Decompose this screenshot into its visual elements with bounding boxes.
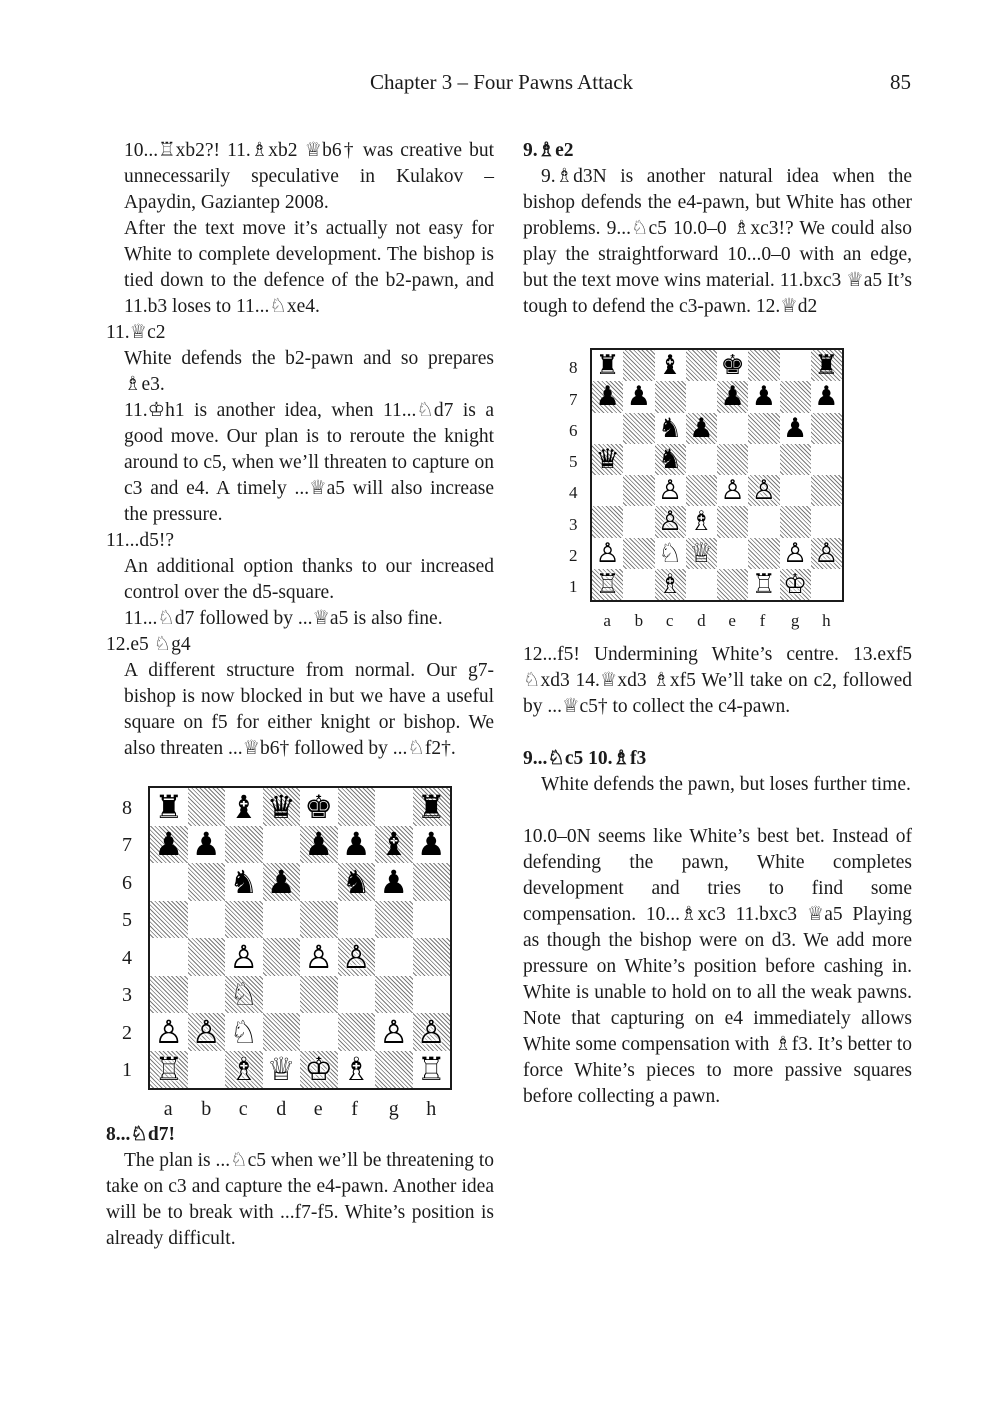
square-f1 — [338, 1051, 376, 1089]
chess-piece-icon: ♙ — [783, 537, 808, 569]
rank-label: 3 — [122, 984, 132, 1007]
rank-label: 5 — [569, 452, 578, 472]
rank-label: 4 — [122, 946, 132, 969]
file-label: d — [276, 1098, 287, 1120]
square-d8 — [686, 350, 717, 381]
square-f8 — [338, 788, 376, 826]
square-g2 — [375, 1013, 413, 1051]
square-f4 — [338, 938, 376, 976]
paragraph: An additional option thanks to our increased control over the d5-square. — [124, 556, 494, 603]
move-heading: 11.♕c2 — [106, 322, 166, 343]
square-h2 — [811, 538, 842, 569]
rank-label: 2 — [569, 545, 578, 565]
square-e5 — [717, 444, 748, 475]
chess-piece-icon: ♙ — [720, 475, 745, 507]
square-a8 — [150, 788, 188, 826]
left-column — [106, 138, 494, 1252]
chess-piece-icon: ♔ — [783, 568, 808, 600]
square-h8 — [413, 788, 451, 826]
rank-label: 2 — [122, 1021, 132, 1044]
chess-piece-icon: ♟ — [689, 412, 714, 444]
square-g7 — [375, 826, 413, 864]
chess-piece-icon: ♙ — [658, 506, 683, 538]
square-h6 — [413, 863, 451, 901]
square-a1 — [150, 1051, 188, 1089]
square-h3 — [413, 976, 451, 1014]
square-a6 — [592, 413, 623, 444]
paragraph: A different structure from normal. Our g7-bishop is now blocked in but we have a useful square on f5 for either knight or bishop. We also threaten ...♕b6† followed by ...♘f2†. — [124, 660, 494, 759]
chess-piece-icon: ♟ — [626, 381, 651, 413]
chess-piece-icon: ♖ — [751, 568, 776, 600]
square-a2 — [592, 538, 623, 569]
paragraph: 9.♗d3N is another natural idea when the bishop defends the e4-pawn, but White has other problems. 9...♘c5 10.0–0 ♗xc3!? We could also play the straightforward 10...0–0 with an edge, but the text move wins material. 11.bxc3 ♕a5 It’s tough to defend the c3-pawn. 12.♕d2 — [523, 166, 912, 317]
square-c1 — [655, 569, 686, 600]
square-e6 — [717, 413, 748, 444]
square-b8 — [188, 788, 226, 826]
square-f2 — [338, 1013, 376, 1051]
rank-label: 5 — [122, 909, 132, 932]
square-c3 — [225, 976, 263, 1014]
square-g5 — [375, 901, 413, 939]
chess-piece-icon: ♕ — [266, 1050, 296, 1089]
file-label: e — [728, 611, 736, 630]
file-label: a — [603, 611, 611, 630]
rank-label: 1 — [569, 577, 578, 597]
left-column-after-diagram — [106, 1122, 494, 1252]
square-c4 — [655, 475, 686, 506]
paragraph: 10.0–0N seems like White’s best bet. Instead of defending the pawn, White completes development and tries to find some compensation. 10...♗xc3 11.bxc3 ♕a5 Playing as though the bishop were on d3. We add more pressure on White’s position before cashing in. White is unable to hold on to all the weak pawns. Note that capturing on e4 immediately allows White some compensation with ♗f3. It’s better to force White’s pieces to more passive squares before collecting a pawn. — [523, 826, 912, 1107]
square-f3 — [338, 976, 376, 1014]
chess-piece-icon: ♘ — [229, 1012, 259, 1051]
move-heading: 8...♘d7! — [106, 1124, 175, 1145]
square-f6 — [748, 413, 779, 444]
right-column-after-diagram — [523, 642, 912, 1110]
square-e8 — [300, 788, 338, 826]
chess-piece-icon: ♙ — [341, 937, 371, 976]
square-d7 — [263, 826, 301, 864]
square-d3 — [263, 976, 301, 1014]
file-label: g — [790, 611, 800, 630]
left-column-text — [106, 138, 494, 762]
square-g2 — [780, 538, 811, 569]
rank-label: 8 — [569, 358, 578, 378]
chess-piece-icon: ♙ — [154, 1012, 184, 1051]
chess-piece-icon: ♜ — [154, 787, 184, 826]
square-c5 — [225, 901, 263, 939]
chess-piece-icon: ♙ — [751, 475, 776, 507]
square-h1 — [811, 569, 842, 600]
square-d2 — [686, 538, 717, 569]
square-d6 — [686, 413, 717, 444]
square-a5 — [150, 901, 188, 939]
square-g4 — [780, 475, 811, 506]
square-d1 — [686, 569, 717, 600]
square-c5 — [655, 444, 686, 475]
move-heading: 9.♗e2 — [523, 140, 574, 161]
chess-piece-icon: ♙ — [814, 537, 839, 569]
square-c6 — [655, 413, 686, 444]
chess-piece-icon: ♖ — [595, 568, 620, 600]
chess-piece-icon: ♟ — [379, 862, 409, 901]
file-label: f — [759, 611, 766, 630]
square-b6 — [623, 413, 654, 444]
chess-piece-icon: ♙ — [416, 1012, 446, 1051]
chess-piece-icon: ♛ — [595, 443, 620, 475]
square-g6 — [375, 863, 413, 901]
square-d3 — [686, 506, 717, 537]
square-a2 — [150, 1013, 188, 1051]
chess-piece-icon: ♗ — [341, 1050, 371, 1089]
chess-piece-icon: ♗ — [689, 506, 714, 538]
square-d8 — [263, 788, 301, 826]
rank-label: 4 — [569, 483, 578, 503]
move-heading: 11...d5!? — [106, 530, 175, 551]
chess-piece-icon: ♔ — [304, 1050, 334, 1089]
chess-piece-icon: ♟ — [191, 825, 221, 864]
chess-piece-icon: ♞ — [229, 862, 259, 901]
right-column-text — [523, 138, 912, 320]
paragraph: White defends the pawn, but loses further time. — [541, 774, 911, 795]
square-f6 — [338, 863, 376, 901]
square-g5 — [780, 444, 811, 475]
chess-piece-icon: ♖ — [154, 1050, 184, 1089]
page-number: 85 — [890, 70, 911, 94]
chess-piece-icon: ♚ — [304, 787, 334, 826]
move-heading: 12.e5 ♘g4 — [106, 634, 191, 655]
square-e3 — [300, 976, 338, 1014]
square-h7 — [811, 381, 842, 412]
square-b5 — [188, 901, 226, 939]
paragraph: 11...♘d7 followed by ...♕a5 is also fine. — [124, 608, 443, 629]
small-diagram — [523, 320, 912, 642]
square-b7 — [623, 381, 654, 412]
chess-piece-icon: ♜ — [416, 787, 446, 826]
square-a1 — [592, 569, 623, 600]
square-f4 — [748, 475, 779, 506]
square-a6 — [150, 863, 188, 901]
square-c2 — [225, 1013, 263, 1051]
square-f3 — [748, 506, 779, 537]
chess-piece-icon: ♝ — [229, 787, 259, 826]
square-a3 — [592, 506, 623, 537]
square-a5 — [592, 444, 623, 475]
chess-piece-icon: ♜ — [595, 350, 620, 382]
file-label: g — [388, 1098, 399, 1120]
file-label: h — [822, 611, 831, 630]
chess-piece-icon: ♙ — [191, 1012, 221, 1051]
square-d5 — [686, 444, 717, 475]
paragraph: 10...♖xb2?! 11.♗xb2 ♕b6† was creative but unnecessarily speculative in Kulakov – Apaydin, Gaziantep 2008. — [124, 140, 494, 213]
running-header — [0, 70, 1000, 100]
file-label: b — [201, 1098, 212, 1120]
chess-piece-icon: ♛ — [266, 787, 296, 826]
square-b4 — [188, 938, 226, 976]
chess-piece-icon: ♘ — [229, 975, 259, 1014]
square-b7 — [188, 826, 226, 864]
file-label: b — [634, 611, 644, 630]
rank-label: 3 — [569, 514, 578, 534]
chess-piece-icon: ♗ — [658, 568, 683, 600]
square-d6 — [263, 863, 301, 901]
square-g4 — [375, 938, 413, 976]
square-f5 — [338, 901, 376, 939]
square-b3 — [623, 506, 654, 537]
square-e8 — [717, 350, 748, 381]
square-h4 — [811, 475, 842, 506]
square-g3 — [780, 506, 811, 537]
chess-piece-icon: ♟ — [266, 862, 296, 901]
square-b1 — [623, 569, 654, 600]
square-g1 — [780, 569, 811, 600]
chess-piece-icon: ♙ — [379, 1012, 409, 1051]
chess-piece-icon: ♝ — [379, 825, 409, 864]
square-c3 — [655, 506, 686, 537]
square-h4 — [413, 938, 451, 976]
square-h2 — [413, 1013, 451, 1051]
right-column — [523, 138, 912, 1110]
square-e4 — [300, 938, 338, 976]
square-f7 — [338, 826, 376, 864]
square-c6 — [225, 863, 263, 901]
square-b6 — [188, 863, 226, 901]
square-e6 — [300, 863, 338, 901]
square-e4 — [717, 475, 748, 506]
chess-piece-icon: ♟ — [720, 381, 745, 413]
square-h3 — [811, 506, 842, 537]
rank-label: 1 — [122, 1059, 132, 1082]
square-e3 — [717, 506, 748, 537]
square-a8 — [592, 350, 623, 381]
chess-piece-icon: ♜ — [814, 350, 839, 382]
move-heading: 9...♘c5 10.♗f3 — [523, 748, 647, 769]
chapter-title: Chapter 3 – Four Pawns Attack — [370, 70, 634, 94]
square-a4 — [150, 938, 188, 976]
chess-piece-icon: ♟ — [751, 381, 776, 413]
square-b4 — [623, 475, 654, 506]
chess-piece-icon: ♟ — [304, 825, 334, 864]
file-label: e — [313, 1098, 323, 1120]
square-g8 — [780, 350, 811, 381]
chess-piece-icon: ♖ — [416, 1050, 446, 1089]
rank-label: 7 — [122, 834, 132, 857]
square-g8 — [375, 788, 413, 826]
large-diagram — [106, 762, 494, 1122]
square-a4 — [592, 475, 623, 506]
square-c1 — [225, 1051, 263, 1089]
square-c7 — [225, 826, 263, 864]
square-e5 — [300, 901, 338, 939]
rank-label: 8 — [122, 796, 132, 819]
chess-board — [590, 348, 844, 602]
chess-piece-icon: ♟ — [595, 381, 620, 413]
square-d1 — [263, 1051, 301, 1089]
chess-piece-icon: ♚ — [720, 350, 745, 382]
file-label: a — [163, 1098, 173, 1120]
chess-piece-icon: ♟ — [783, 412, 808, 444]
square-h1 — [413, 1051, 451, 1089]
chess-board — [148, 786, 452, 1090]
square-a7 — [592, 381, 623, 412]
rank-label: 6 — [569, 420, 578, 440]
paragraph: 11.♔h1 is another idea, when 11...♘d7 is a good move. Our plan is to reroute the knight around to c5, when we’ll threaten to capture on c3 and e4. A timely ...♕a5 will also increase the pressure. — [124, 400, 494, 525]
square-a3 — [150, 976, 188, 1014]
square-g7 — [780, 381, 811, 412]
square-e1 — [300, 1051, 338, 1089]
square-e2 — [300, 1013, 338, 1051]
square-h5 — [413, 901, 451, 939]
chess-piece-icon: ♗ — [229, 1050, 259, 1089]
square-e7 — [717, 381, 748, 412]
square-g1 — [375, 1051, 413, 1089]
chess-piece-icon: ♙ — [595, 537, 620, 569]
chess-piece-icon: ♝ — [658, 350, 683, 382]
square-d5 — [263, 901, 301, 939]
rank-label: 7 — [569, 389, 578, 409]
square-g6 — [780, 413, 811, 444]
square-e2 — [717, 538, 748, 569]
square-e1 — [717, 569, 748, 600]
square-c8 — [225, 788, 263, 826]
square-b1 — [188, 1051, 226, 1089]
square-b3 — [188, 976, 226, 1014]
square-g3 — [375, 976, 413, 1014]
square-f8 — [748, 350, 779, 381]
square-f1 — [748, 569, 779, 600]
square-c7 — [655, 381, 686, 412]
chess-piece-icon: ♞ — [341, 862, 371, 901]
file-label: f — [351, 1098, 358, 1120]
square-a7 — [150, 826, 188, 864]
square-b2 — [623, 538, 654, 569]
file-label: c — [665, 611, 674, 630]
rank-label: 6 — [122, 871, 132, 894]
chess-piece-icon: ♙ — [658, 475, 683, 507]
square-f2 — [748, 538, 779, 569]
chess-piece-icon: ♟ — [416, 825, 446, 864]
chess-piece-icon: ♙ — [229, 937, 259, 976]
square-f7 — [748, 381, 779, 412]
square-f5 — [748, 444, 779, 475]
square-d2 — [263, 1013, 301, 1051]
chess-piece-icon: ♟ — [814, 381, 839, 413]
chess-piece-icon: ♕ — [689, 537, 714, 569]
chess-piece-icon: ♞ — [658, 443, 683, 475]
square-e7 — [300, 826, 338, 864]
square-h8 — [811, 350, 842, 381]
square-h7 — [413, 826, 451, 864]
paragraph: After the text move it’s actually not easy for White to complete development. The bishop is tied down to the defence of the b2-pawn, and 11.b3 loses to 11...♘xe4. — [124, 218, 494, 317]
paragraph: 12...f5! Undermining White’s centre. 13.exf5 ♘xd3 14.♕xd3 ♗xf5 We’ll take on c2, followed by ...♕c5† to collect the c4-pawn. — [523, 644, 912, 717]
square-d4 — [263, 938, 301, 976]
chess-piece-icon: ♘ — [658, 537, 683, 569]
chess-piece-icon: ♟ — [154, 825, 184, 864]
square-c8 — [655, 350, 686, 381]
chess-piece-icon: ♟ — [341, 825, 371, 864]
square-c2 — [655, 538, 686, 569]
square-d7 — [686, 381, 717, 412]
square-h6 — [811, 413, 842, 444]
chess-piece-icon: ♞ — [658, 412, 683, 444]
square-b2 — [188, 1013, 226, 1051]
square-b5 — [623, 444, 654, 475]
square-c4 — [225, 938, 263, 976]
file-label: d — [697, 611, 706, 630]
square-h5 — [811, 444, 842, 475]
file-label: h — [426, 1098, 437, 1120]
file-label: c — [238, 1098, 248, 1120]
square-d4 — [686, 475, 717, 506]
chess-piece-icon: ♙ — [304, 937, 334, 976]
square-b8 — [623, 350, 654, 381]
paragraph: The plan is ...♘c5 when we’ll be threatening to take on c3 and capture the e4-pawn. Another idea will be to break with ...f7-f5. White’s position is already difficult. — [106, 1150, 494, 1249]
paragraph: White defends the b2-pawn and so prepares ♗e3. — [124, 348, 494, 395]
